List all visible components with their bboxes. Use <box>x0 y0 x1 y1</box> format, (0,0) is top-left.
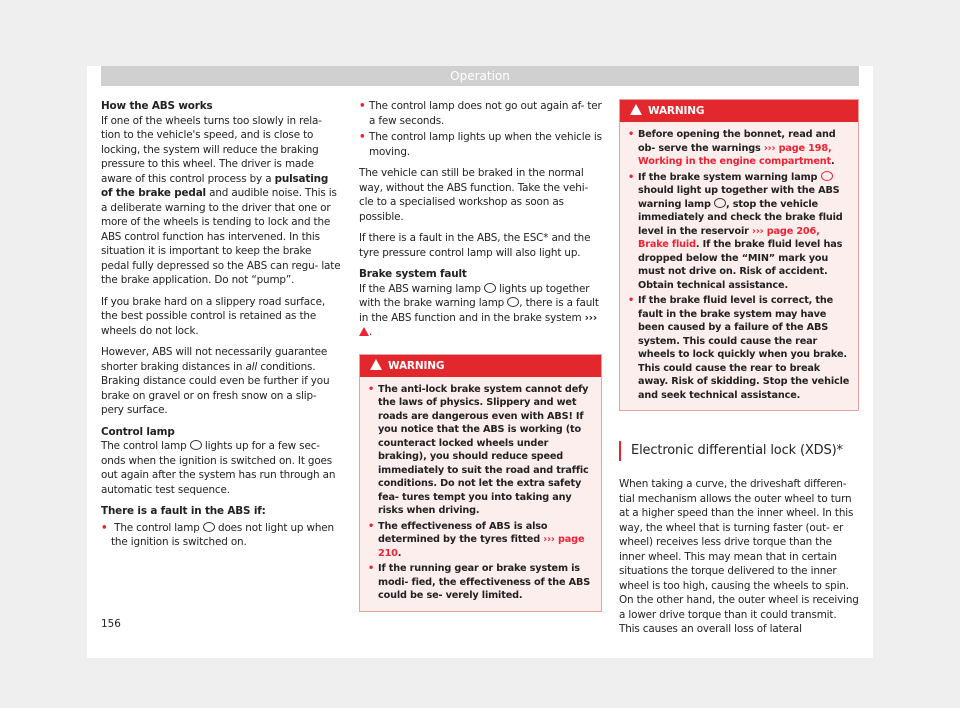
text: Before opening the bonnet, read and ob- serve the warnings <box>638 129 836 154</box>
text: . If the brake fluid level has dropped below the “MIN” mark you must not drive on. Risk of accident. Obtain technical assistance. <box>638 239 843 291</box>
brake-fault-title: Brake system fault <box>359 268 467 280</box>
paragraph: If there is a fault in the ABS, the ESC* and the tyre pressure control lamp will also light up. <box>359 232 591 259</box>
warning-header <box>360 355 601 377</box>
warning-item: • If the brake fluid level is correct, the fault in the brake system may have been caused by a failure of the ABS system. This could cause the rear wheels to lock quickly when you brake. This could cause the rear to break away. Risk of skidding. Stop the vehicle and seek technical assistance. <box>628 294 850 402</box>
text: . <box>830 156 835 167</box>
section-heading-wrap <box>619 441 859 461</box>
bullet-item: • The control lamp does not go out again af- ter a few seconds. <box>359 99 602 128</box>
warning-triangle-icon <box>359 327 369 336</box>
bold-text: There is a fault in the ABS if: <box>101 505 266 517</box>
control-lamp-title: Control lamp <box>101 425 175 438</box>
emphasis: all <box>245 360 258 373</box>
brake-fault-paragraph: Brake system fault If the ABS warning lamp lights up together with the brake warning lamp , there is a fault in the ABS function and in the brake system ››› . <box>359 267 602 340</box>
warning-item <box>628 171 850 293</box>
text: should light up together with the ABS warning lamp <box>638 185 840 210</box>
text: , stop the vehicle immediately and check the brake fluid level in the reservoir <box>638 198 843 237</box>
text: lights up together with the brake warning lamp <box>359 282 590 309</box>
abs-lamp-icon <box>484 283 496 293</box>
column-3 <box>619 99 859 644</box>
section-heading: Electronic differential lock (XDS)* <box>619 441 859 461</box>
bold-text: pulsating of the brake pedal <box>101 172 329 199</box>
warning-item: • If the running gear or brake system is modi- fied, the effectiveness of the ABS could be se- verely limited. <box>368 562 593 603</box>
warning-triangle-icon <box>370 359 382 370</box>
abs-works-paragraph <box>101 99 341 288</box>
text: does not light up when the ignition is switched on. <box>111 521 334 548</box>
warning-title: WARNING <box>388 359 445 372</box>
warning-header <box>620 100 858 122</box>
text: lights up for a few sec- onds when the ignition is switched on. It goes out again after the system has run through an automatic test sequence. <box>101 440 336 496</box>
warning-item <box>628 128 850 169</box>
bullet-item: • The control lamp lights up when the vehicle is moving. <box>359 130 602 159</box>
warning-box <box>359 354 602 612</box>
brake-lamp-icon <box>507 297 519 307</box>
abs-lamp-icon <box>203 522 215 532</box>
text: conditions. Braking distance could even be further if you brake on gravel or on fresh snow on a slip- pery surface. <box>101 360 330 416</box>
paragraph: When taking a curve, the driveshaft differen- tial mechanism allows the outer wheel to turn at a higher speed than the inner wheel. In this way, the wheel that is turning faster (out- er wheel) receives less drive torque than the inner wheel. This may mean that in certain situations the torque delivered to the inner wheel is too high, causing the wheels to spin. On the other hand, the outer wheel is receiving a lower drive torque than it could transmit. This causes an overall loss of lateral <box>619 478 859 635</box>
warning-title: WARNING <box>648 105 705 117</box>
abs-lamp-icon <box>714 198 726 208</box>
warning-triangle-icon <box>630 104 642 115</box>
text: , there is a fault in the ABS function and in the brake system <box>359 297 599 324</box>
text: The control lamp <box>114 521 203 534</box>
warning-body <box>620 122 858 410</box>
warning-item: • The anti-lock brake system cannot defy the laws of physics. Slippery and wet roads are dangerous even with ABS! If you notice that the ABS is working (to counteract locked wheels under braking), you should reduce speed immediately to suit the road and traffic conditions. Do not let the extra safety fea- tures tempt you into taking any risks when driving. <box>368 383 593 518</box>
abs-works-title: How the ABS works <box>101 100 213 112</box>
control-lamp-paragraph <box>101 425 341 498</box>
page-link[interactable]: ››› page 198, Working in the engine compartment <box>638 142 832 167</box>
page-number: 156 <box>101 618 121 630</box>
text: If the brake system warning lamp <box>638 171 821 183</box>
page-header: Operation <box>101 66 859 86</box>
brake-lamp-icon <box>821 171 833 181</box>
warning-box <box>619 99 859 411</box>
bullet-item <box>101 521 341 550</box>
paragraph <box>101 345 341 418</box>
page-link[interactable]: ››› page 210 <box>378 534 585 559</box>
text: The effectiveness of ABS is also determined by the tyres fitted <box>378 520 548 545</box>
text: and audible noise. This is a deliberate warning to the driver that one or more of the wheels is tending to lock and the ABS control function has intervened. In this situation it is important to keep the brake pedal fully depressed so the ABS can regu- late the brake application. Do not “pump”. <box>101 187 341 286</box>
paragraph: If you brake hard on a slippery road surface, the best possible control is retained as the wheels do not lock. <box>101 295 325 337</box>
text: However, ABS will not necessarily guarantee shorter braking distances in <box>101 346 328 373</box>
text: If the ABS warning lamp <box>359 282 484 295</box>
column-1 <box>101 99 341 557</box>
text: If one of the wheels turns too slowly in rela- tion to the vehicle's speed, and is close to locking, the system will reduce the braking pressure to this wheel. The driver is made aware of this control process by a <box>101 114 322 185</box>
text: The control lamp <box>101 440 190 452</box>
arrow-link[interactable]: ››› <box>584 311 598 324</box>
page-link[interactable]: ››› page 206, Brake fluid <box>638 225 820 250</box>
column-2 <box>359 99 602 612</box>
fault-title <box>101 504 341 519</box>
text: . <box>397 547 402 559</box>
warning-body <box>360 377 601 611</box>
abs-lamp-icon <box>190 440 202 450</box>
paragraph: The vehicle can still be braked in the normal way, without the ABS function. Take the vehi- cle to a specialised workshop as soon as possible. <box>359 167 589 223</box>
warning-item <box>368 520 593 561</box>
